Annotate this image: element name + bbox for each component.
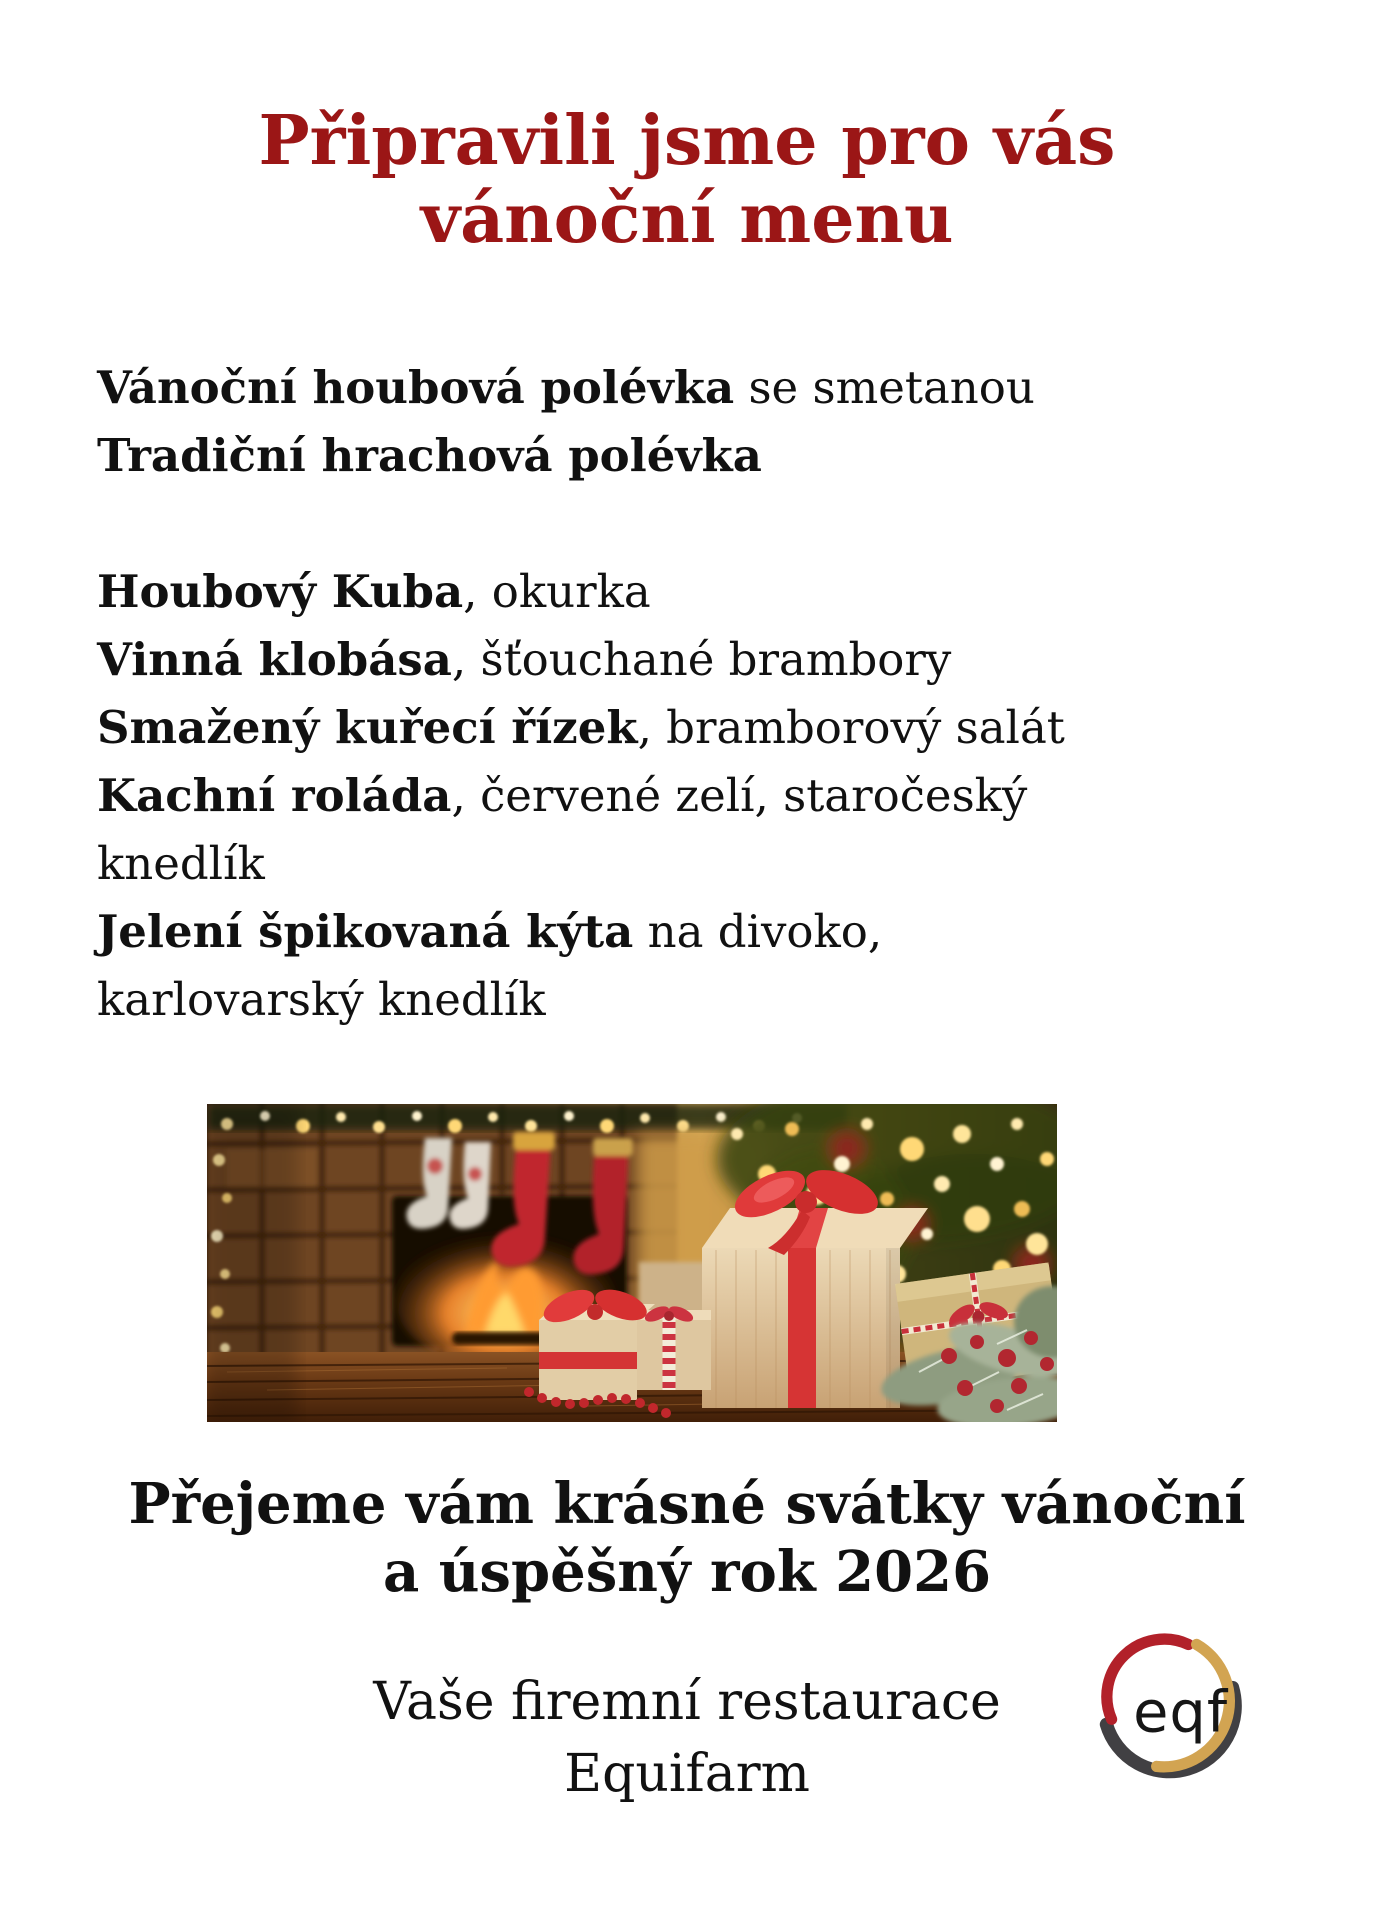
menu-item-main-3: Smažený kuřecí řízek, bramborový salát <box>97 701 1065 754</box>
equifarm-logo-art <box>1088 1626 1252 1790</box>
holiday-wish-line1: Přejeme vám krásné svátky vánoční <box>128 1471 1246 1537</box>
menu-item-main-4: Kachní roláda, červené zelí, staročeský knedlík <box>97 769 1028 890</box>
page-title-line2: vánoční menu <box>420 179 954 259</box>
menu-item-main-1: Houbový Kuba, okurka <box>97 565 651 618</box>
holiday-wish-line2: a úspěšný rok 2026 <box>382 1539 992 1605</box>
restaurant-signature-line2: Equifarm <box>564 1744 810 1804</box>
menu-list <box>97 354 1097 1034</box>
christmas-photo <box>207 1104 1057 1422</box>
page-title <box>0 102 1374 258</box>
menu-item-soup-1: Vánoční houbová polévka se smetanou <box>97 361 1035 414</box>
holiday-wish <box>0 1470 1374 1606</box>
menu-section-gap <box>97 490 1097 558</box>
menu-item-soup-2: Tradiční hrachová polévka <box>97 429 762 482</box>
christmas-photo-art <box>207 1104 1057 1422</box>
logo-monogram: eqf <box>1133 1678 1229 1746</box>
menu-item-main-2: Vinná klobása, šťouchané brambory <box>97 633 952 686</box>
equifarm-logo <box>1088 1626 1252 1790</box>
restaurant-signature-line1: Vaše firemní restaurace <box>373 1672 1001 1732</box>
menu-item-main-5: Jelení špikovaná kýta na divoko, karlovarský knedlík <box>97 905 883 1026</box>
page-title-line1: Připravili jsme pro vás <box>258 101 1116 181</box>
